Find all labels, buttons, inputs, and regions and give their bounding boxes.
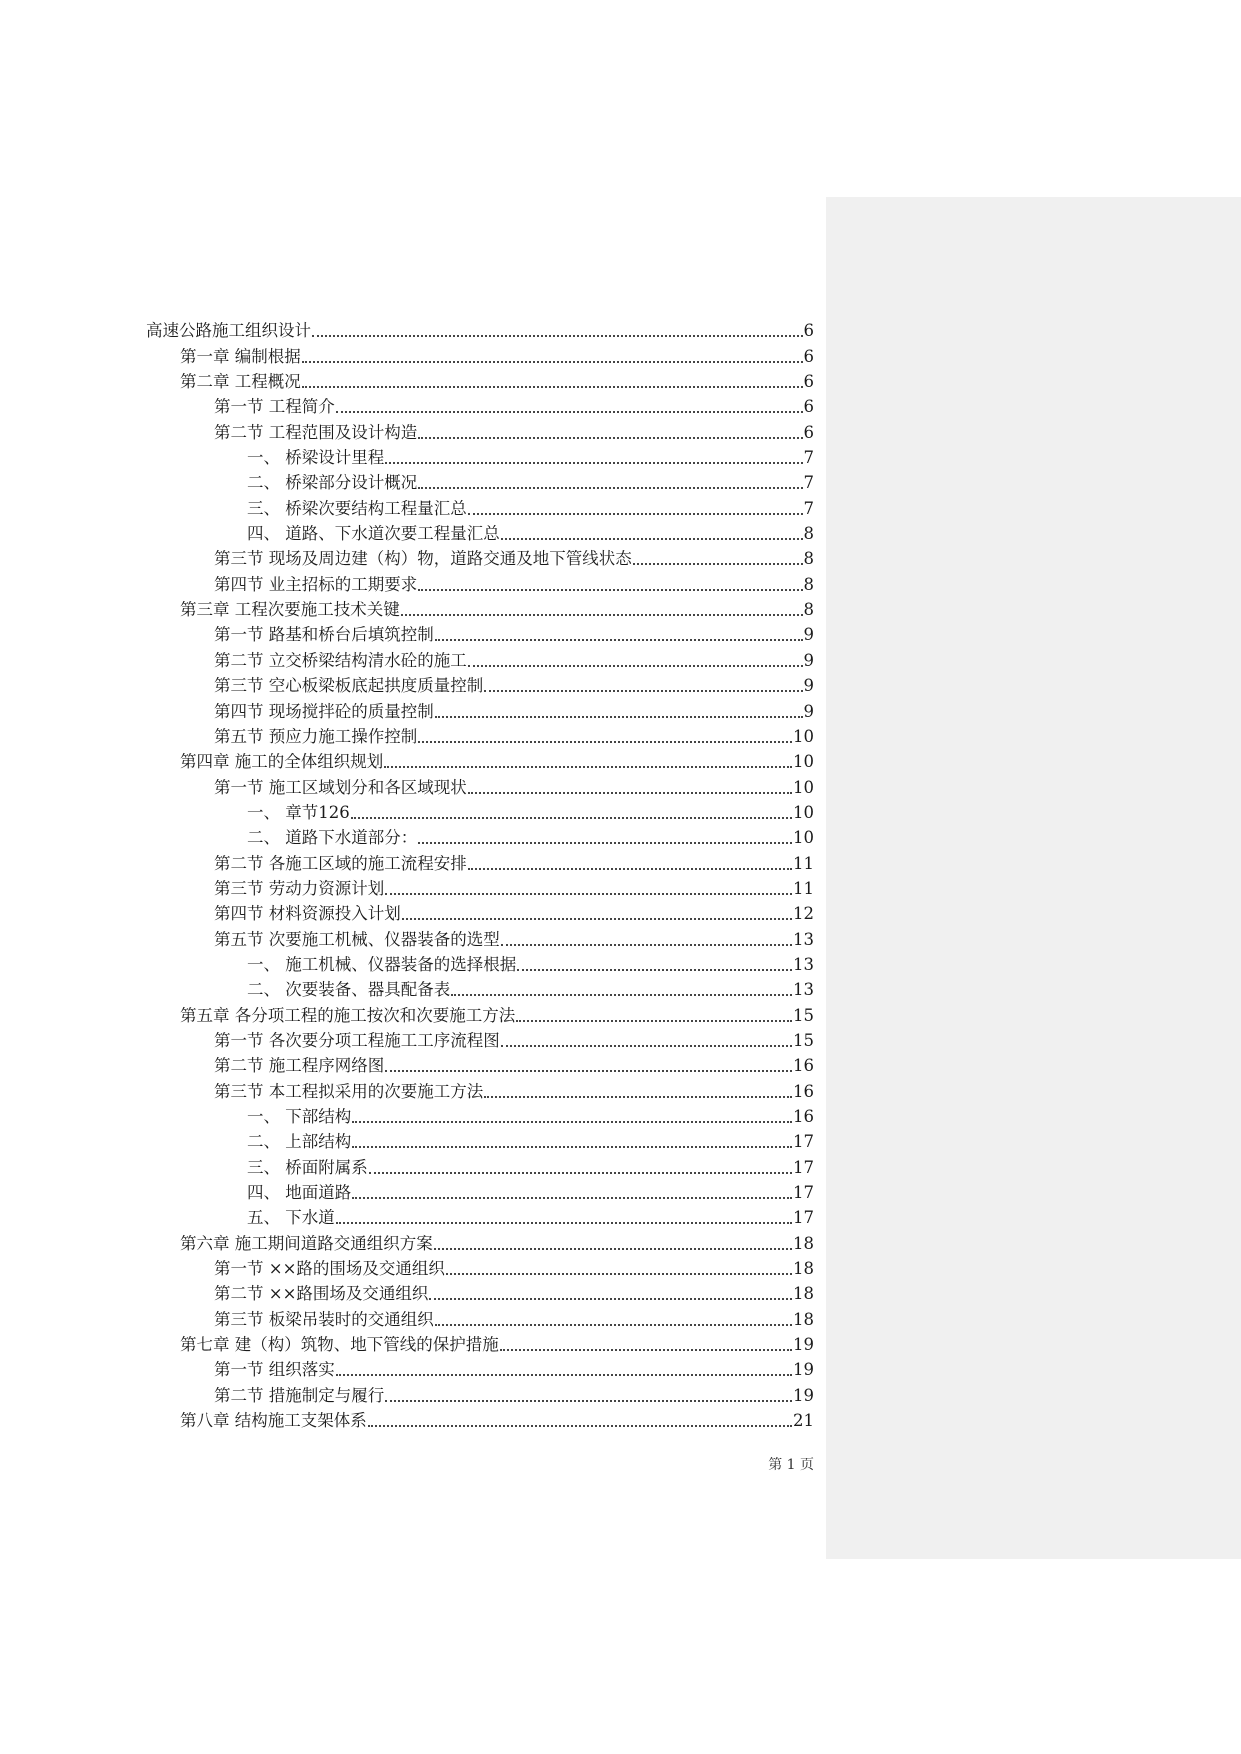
toc-entry[interactable] — [146, 924, 814, 949]
toc-entry-page-number: 9 — [803, 650, 814, 670]
toc-entry-label: 第五章 各分项工程的施工按次和次要施工方法 — [180, 1005, 516, 1025]
toc-entry-page-number: 9 — [803, 701, 814, 721]
toc-entry[interactable] — [146, 1380, 814, 1405]
toc-dot-leader — [336, 411, 803, 413]
toc-entry-label: 第一章 编制根据 — [180, 346, 301, 366]
toc-dot-leader — [501, 1045, 792, 1047]
toc-entry[interactable] — [146, 544, 814, 569]
toc-entry[interactable] — [146, 874, 814, 899]
toc-entry-page-number: 7 — [803, 448, 814, 468]
toc-entry-label: 三、 桥梁次要结构工程量汇总 — [247, 498, 467, 518]
toc-dot-leader — [418, 842, 792, 844]
toc-entry-page-number: 9 — [803, 625, 814, 645]
toc-dot-leader — [451, 994, 792, 996]
toc-entry[interactable] — [146, 1355, 814, 1380]
toc-entry-page-number: 8 — [803, 600, 814, 620]
toc-entry[interactable] — [146, 519, 814, 544]
toc-dot-leader — [429, 1298, 792, 1300]
toc-dot-leader — [385, 893, 792, 895]
toc-dot-leader — [484, 690, 802, 692]
toc-entry-page-number: 7 — [803, 473, 814, 493]
toc-entry[interactable] — [146, 443, 814, 468]
toc-entry[interactable] — [146, 1102, 814, 1127]
toc-dot-leader — [501, 538, 803, 540]
toc-dot-leader — [418, 487, 802, 489]
toc-entry-page-number: 17 — [793, 1208, 814, 1228]
toc-dot-leader — [369, 1172, 792, 1174]
toc-dot-leader — [435, 1324, 792, 1326]
toc-entry-page-number: 16 — [793, 1056, 814, 1076]
toc-entry-label: 四、 道路、下水道次要工程量汇总 — [247, 524, 500, 544]
toc-dot-leader — [516, 1020, 792, 1022]
toc-dot-leader — [418, 437, 802, 439]
toc-entry[interactable] — [146, 1127, 814, 1152]
toc-entry-page-number: 6 — [803, 397, 814, 417]
toc-dot-leader — [446, 1273, 792, 1275]
toc-entry-page-number: 6 — [803, 372, 814, 392]
toc-entry-page-number: 18 — [793, 1309, 814, 1329]
toc-entry-label: 二、 次要装备、器具配备表 — [247, 980, 451, 1000]
toc-entry-label: 第一节 组织落实 — [214, 1360, 335, 1380]
comment-pane — [826, 197, 1241, 1559]
toc-entry[interactable] — [146, 1228, 814, 1253]
toc-entry-page-number: 13 — [793, 929, 814, 949]
toc-entry[interactable] — [146, 1051, 814, 1076]
toc-entry[interactable] — [146, 823, 814, 848]
toc-dot-leader — [435, 639, 803, 641]
toc-dot-leader — [501, 944, 792, 946]
toc-entry[interactable] — [146, 1000, 814, 1025]
toc-entry-page-number: 19 — [793, 1385, 814, 1405]
toc-entry-page-number: 6 — [803, 422, 814, 442]
toc-entry-page-number: 15 — [793, 1030, 814, 1050]
toc-entry-page-number: 6 — [803, 321, 814, 341]
page-number-footer: 第 1 页 — [768, 1457, 814, 1473]
toc-dot-leader — [633, 563, 803, 565]
toc-dot-leader — [484, 1096, 792, 1098]
toc-entry-label: 第二节 施工程序网络图 — [214, 1056, 385, 1076]
toc-entry-label: 第四节 材料资源投入计划 — [214, 904, 401, 924]
toc-entry-label: 第三节 劳动力资源计划 — [214, 878, 385, 898]
toc-entry[interactable] — [146, 341, 814, 366]
toc-entry-page-number: 19 — [793, 1360, 814, 1380]
toc-entry-page-number: 13 — [793, 954, 814, 974]
toc-entry[interactable] — [146, 595, 814, 620]
toc-entry-label: 一、 施工机械、仪器装备的选择根据 — [247, 954, 517, 974]
toc-entry-label: 第五节 预应力施工操作控制 — [214, 726, 418, 746]
toc-dot-leader — [468, 665, 803, 667]
toc-entry-label: 第二节 措施制定与履行 — [214, 1385, 385, 1405]
toc-entry-page-number: 11 — [793, 878, 814, 898]
toc-entry-label: 第二节 工程范围及设计构造 — [214, 422, 418, 442]
toc-dot-leader — [418, 741, 792, 743]
toc-entry-page-number: 17 — [793, 1183, 814, 1203]
toc-entry-page-number: 17 — [793, 1157, 814, 1177]
toc-entry-label: 第六章 施工期间道路交通组织方案 — [180, 1233, 433, 1253]
toc-entry-label: 第三节 现场及周边建（构）物，道路交通及地下管线状态 — [214, 549, 632, 569]
table-of-contents — [146, 316, 814, 1431]
toc-dot-leader — [368, 1425, 792, 1427]
toc-dot-leader — [401, 614, 803, 616]
toc-entry-label: 第一节 施工区域划分和各区域现状 — [214, 777, 467, 797]
toc-entry[interactable] — [146, 1279, 814, 1304]
toc-entry-label: 第一节 ××路的围场及交通组织 — [214, 1259, 445, 1279]
toc-entry-label: 第一节 工程简介 — [214, 397, 335, 417]
toc-dot-leader — [468, 513, 803, 515]
toc-entry[interactable] — [146, 696, 814, 721]
toc-dot-leader — [352, 1121, 792, 1123]
toc-entry[interactable] — [146, 848, 814, 873]
toc-entry-page-number: 10 — [793, 777, 814, 797]
toc-entry-label: 二、 桥梁部分设计概况 — [247, 473, 418, 493]
toc-entry-label: 第四章 施工的全体组织规划 — [180, 752, 384, 772]
toc-entry-label: 三、 桥面附属系 — [247, 1157, 368, 1177]
toc-entry[interactable] — [146, 1406, 814, 1431]
toc-entry-page-number: 18 — [793, 1259, 814, 1279]
toc-dot-leader — [312, 335, 803, 337]
toc-dot-leader — [351, 817, 792, 819]
toc-dot-leader — [336, 1374, 792, 1376]
toc-entry[interactable] — [146, 798, 814, 823]
toc-dot-leader — [385, 462, 802, 464]
toc-entry-page-number: 8 — [803, 549, 814, 569]
toc-entry[interactable] — [146, 722, 814, 747]
toc-entry-label: 第二节 立交桥梁结构清水砼的施工 — [214, 650, 467, 670]
toc-entry-label: 第四节 现场搅拌砼的质量控制 — [214, 701, 434, 721]
toc-entry[interactable] — [146, 620, 814, 645]
toc-dot-leader — [435, 716, 803, 718]
toc-entry[interactable] — [146, 747, 814, 772]
toc-entry-label: 二、 道路下水道部分： — [247, 828, 418, 848]
toc-entry-label: 第三节 板梁吊装时的交通组织 — [214, 1309, 434, 1329]
toc-entry[interactable] — [146, 367, 814, 392]
toc-entry-page-number: 7 — [803, 498, 814, 518]
toc-entry-label: 第二章 工程概况 — [180, 372, 301, 392]
toc-entry[interactable] — [146, 493, 814, 518]
toc-entry[interactable] — [146, 1254, 814, 1279]
toc-entry[interactable] — [146, 899, 814, 924]
toc-dot-leader — [500, 1349, 792, 1351]
toc-entry[interactable] — [146, 316, 814, 341]
toc-dot-leader — [517, 969, 792, 971]
toc-entry-label: 第二节 各施工区域的施工流程安排 — [214, 853, 467, 873]
toc-entry-label: 第三节 本工程拟采用的次要施工方法 — [214, 1081, 484, 1101]
toc-entry[interactable] — [146, 1152, 814, 1177]
toc-entry[interactable] — [146, 569, 814, 594]
toc-entry-page-number: 18 — [793, 1284, 814, 1304]
toc-entry-label: 五、 下水道 — [247, 1208, 335, 1228]
toc-entry[interactable] — [146, 468, 814, 493]
toc-entry-page-number: 21 — [793, 1411, 814, 1431]
toc-dot-leader — [418, 589, 802, 591]
toc-entry[interactable] — [146, 1330, 814, 1355]
toc-entry-label: 第四节 业主招标的工期要求 — [214, 574, 418, 594]
toc-entry-label: 二、 上部结构 — [247, 1132, 352, 1152]
toc-entry-label: 第三章 工程次要施工技术关键 — [180, 600, 400, 620]
toc-dot-leader — [352, 1197, 792, 1199]
toc-entry-label: 第七章 建（构）筑物、地下管线的保护措施 — [180, 1335, 499, 1355]
toc-dot-leader — [402, 918, 792, 920]
toc-entry-page-number: 15 — [793, 1005, 814, 1025]
toc-entry-page-number: 16 — [793, 1081, 814, 1101]
toc-entry-label: 第三节 空心板梁板底起拱度质量控制 — [214, 676, 484, 696]
toc-entry[interactable] — [146, 645, 814, 670]
toc-entry-page-number: 12 — [793, 904, 814, 924]
toc-entry-page-number: 10 — [793, 752, 814, 772]
toc-entry[interactable] — [146, 1203, 814, 1228]
toc-entry-page-number: 10 — [793, 726, 814, 746]
toc-dot-leader — [336, 1222, 792, 1224]
toc-entry[interactable] — [146, 671, 814, 696]
toc-entry-label: 第一节 各次要分项工程施工工序流程图 — [214, 1030, 500, 1050]
toc-entry[interactable] — [146, 772, 814, 797]
toc-entry-label: 第八章 结构施工支架体系 — [180, 1411, 367, 1431]
toc-entry-page-number: 17 — [793, 1132, 814, 1152]
toc-entry-page-number: 19 — [793, 1335, 814, 1355]
toc-dot-leader — [468, 792, 792, 794]
toc-entry-label: 一、 章节126 — [247, 802, 350, 822]
toc-dot-leader — [385, 1400, 792, 1402]
toc-dot-leader — [434, 1248, 792, 1250]
toc-entry[interactable] — [146, 1076, 814, 1101]
toc-dot-leader — [302, 361, 803, 363]
toc-entry[interactable] — [146, 1026, 814, 1051]
toc-entry-page-number: 10 — [793, 802, 814, 822]
toc-dot-leader — [352, 1146, 792, 1148]
toc-entry[interactable] — [146, 417, 814, 442]
toc-entry-label: 一、 桥梁设计里程 — [247, 448, 385, 468]
toc-entry[interactable] — [146, 1304, 814, 1329]
toc-entry-label: 第一节 路基和桥台后填筑控制 — [214, 625, 434, 645]
toc-entry-page-number: 18 — [793, 1233, 814, 1253]
toc-entry-page-number: 11 — [793, 853, 814, 873]
toc-entry-label: 第二节 ××路围场及交通组织 — [214, 1284, 429, 1304]
toc-entry-label: 第五节 次要施工机械、仪器装备的选型 — [214, 929, 500, 949]
toc-entry-page-number: 8 — [803, 574, 814, 594]
toc-dot-leader — [302, 386, 803, 388]
toc-entry[interactable] — [146, 975, 814, 1000]
toc-entry-page-number: 9 — [803, 676, 814, 696]
toc-entry[interactable] — [146, 950, 814, 975]
toc-dot-leader — [385, 1070, 792, 1072]
toc-entry-page-number: 10 — [793, 828, 814, 848]
toc-entry-page-number: 16 — [793, 1107, 814, 1126]
toc-entry[interactable] — [146, 1178, 814, 1203]
toc-dot-leader — [468, 868, 792, 870]
toc-entry-label: 高速公路施工组织设计 — [146, 321, 311, 341]
toc-entry[interactable] — [146, 392, 814, 417]
toc-dot-leader — [384, 766, 792, 768]
toc-entry-page-number: 8 — [803, 524, 814, 544]
toc-entry-label: 一、 下部结构 — [247, 1107, 352, 1126]
toc-entry-page-number: 6 — [803, 346, 814, 366]
toc-entry-page-number: 13 — [793, 980, 814, 1000]
toc-entry-label: 四、 地面道路 — [247, 1183, 352, 1203]
